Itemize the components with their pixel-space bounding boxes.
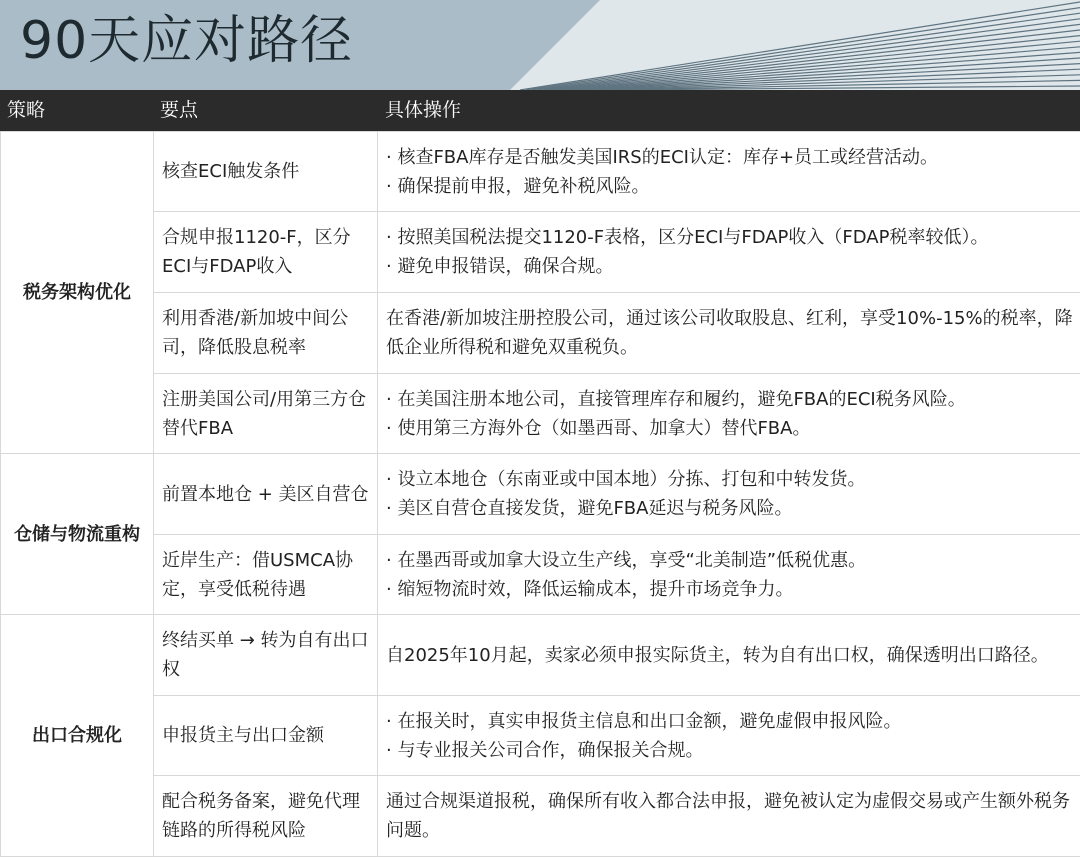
action-cell <box>378 776 1080 857</box>
point-cell: 前置本地仓 + 美区自营仓 <box>154 454 378 535</box>
column-header-strategy: 策略 <box>7 99 46 121</box>
action-line: · 核查FBA库存是否触发美国IRS的ECI认定：库存+员工或经营活动。 <box>386 146 939 168</box>
action-line: · 与专业报关公司合作，确保报关合规。 <box>386 739 704 761</box>
action-cell <box>378 615 1080 696</box>
action-line: · 在美国注册本地公司，直接管理库存和履约，避免FBA的ECI税务风险。 <box>386 388 966 410</box>
strategy-cell: 仓储与物流重构 <box>1 454 154 615</box>
column-header-action: 具体操作 <box>385 99 462 121</box>
action-line: · 在报关时，真实申报货主信息和出口金额，避免虚假申报风险。 <box>386 710 902 732</box>
action-cell <box>378 132 1080 212</box>
point-cell: 利用香港/新加坡中间公司，降低股息税率 <box>154 293 378 374</box>
table-header <box>0 90 1080 131</box>
strategy-table <box>0 131 1080 857</box>
point-cell: 终结买单 → 转为自有出口权 <box>154 615 378 696</box>
action-cell <box>378 374 1080 454</box>
action-cell <box>378 535 1080 615</box>
point-cell: 配合税务备案，避免代理链路的所得税风险 <box>154 776 378 857</box>
action-line: · 按照美国税法提交1120-F表格，区分ECI与FDAP收入（FDAP税率较低）。 <box>386 227 989 248</box>
title-banner <box>0 0 1080 90</box>
table-row <box>1 535 1080 615</box>
point-cell: 近岸生产：借USMCA协定，享受低税待遇 <box>154 535 378 615</box>
column-header-point: 要点 <box>160 99 199 121</box>
table-row <box>1 776 1080 857</box>
action-cell <box>378 454 1080 535</box>
table-row <box>1 212 1080 293</box>
action-cell <box>378 293 1080 374</box>
table-row <box>1 293 1080 374</box>
action-line: 自2025年10月起，卖家必须申报实际货主，转为自有出口权，确保透明出口路径。 <box>386 644 1049 666</box>
table-row <box>1 615 1080 696</box>
action-line: · 使用第三方海外仓（如墨西哥、加拿大）替代FBA。 <box>386 417 811 439</box>
strategy-cell: 税务架构优化 <box>1 132 154 454</box>
action-cell <box>378 212 1080 293</box>
action-line: · 避免申报错误，确保合规。 <box>386 256 614 277</box>
action-line: · 设立本地仓（东南亚或中国本地）分拣、打包和中转发货。 <box>386 469 866 490</box>
table-row <box>1 454 1080 535</box>
action-line: · 在墨西哥或加拿大设立生产线，享受“北美制造”低税优惠。 <box>386 549 867 571</box>
point-cell: 注册美国公司/用第三方仓替代FBA <box>154 374 378 454</box>
action-line: · 缩短物流时效，降低运输成本，提升市场竞争力。 <box>386 578 794 600</box>
table-row <box>1 696 1080 776</box>
action-cell <box>378 696 1080 776</box>
strategy-cell: 出口合规化 <box>1 615 154 857</box>
point-cell: 申报货主与出口金额 <box>154 696 378 776</box>
table-row <box>1 132 1080 212</box>
point-cell: 合规申报1120-F，区分ECI与FDAP收入 <box>154 212 378 293</box>
point-cell: 核查ECI触发条件 <box>154 132 378 212</box>
page-title: 90天应对路径 <box>20 11 354 71</box>
action-line: · 确保提前申报，避免补税风险。 <box>386 175 650 197</box>
action-line: 在香港/新加坡注册控股公司，通过该公司收取股息、红利，享受10%-15%的税率，降低企业所得税和避免双重税负。 <box>386 308 1073 358</box>
action-line: 通过合规渠道报税，确保所有收入都合法申报，避免被认定为虚假交易或产生额外税务问题。 <box>386 791 1070 841</box>
action-line: · 美区自营仓直接发货，避免FBA延迟与税务风险。 <box>386 498 793 519</box>
table-row <box>1 374 1080 454</box>
